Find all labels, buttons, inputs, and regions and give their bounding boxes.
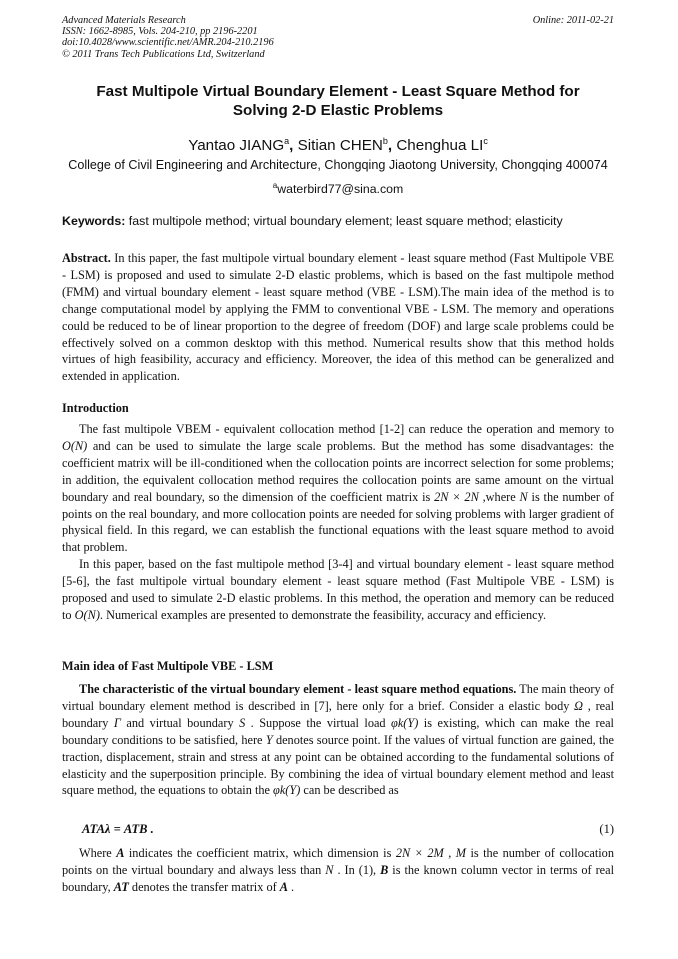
author-2: Sitian CHEN <box>297 137 383 155</box>
title-line-1: Fast Multipole Virtual Boundary Element - Least Square Method for <box>96 83 580 100</box>
author-3-sup: c <box>483 136 488 146</box>
main-idea-body <box>62 681 614 799</box>
affiliation: College of Civil Engineering and Architecture, Chongqing Jiaotong University, Chongqing 400074 <box>68 158 608 172</box>
main-idea-body-2 <box>62 845 614 896</box>
author-2-sup: b <box>382 136 388 146</box>
main-bold-lead: The characteristic of the virtual boundary element - least square method equations. <box>79 682 517 696</box>
abstract-text: In this paper, the fast multipole virtual boundary element - least square method (Fast Multipole VBE - LSM) is proposed and used to simulate 2-D elastic problems, which is based on the fast multipole method (FMM) and virtual boundary element - least square method (VBE - LSM).The main idea of the method is to change computational model by applying the FMM to conventional VBE - LSM. The memory and operations could be reduced to be of linear proportion to the degree of freedom (DOF) and large scale problems could be effectively solved on a common desktop with this method. Numerical results show that this method holds virtues of high feasibility, accuracy and efficiency. Moreover, the idea of this method can be generalized and extended in application. <box>62 251 614 384</box>
intro-paragraph-1: The fast multipole VBEM - equivalent collocation method [1-2] can reduce the operation and memory to O(N) and can be used to simulate the large scale problems. But the method has some disadvantages: the coefficient matrix will be ill-conditioned when the collocation points are incorrect selection for some problems; in addition, the equivalent collocation method requires the collocation points are same amount on the virtual boundary and real boundary, so the dimension of the coefficient matrix is 2N × 2N ,where N is the number of points on the real boundary, and more collocation points are needed for solving problems with larger gradient of physical field. In this regard, we can establish the functional equations with the least square method to avoid that problem. <box>62 422 614 555</box>
author-1: Yantao JIANG <box>188 137 285 155</box>
author-3: Chenghua LI <box>396 137 484 155</box>
abstract <box>62 250 614 385</box>
paper-title <box>62 82 614 120</box>
equation-number: (1) <box>599 822 614 836</box>
online-date: Online: 2011-02-21 <box>532 15 614 26</box>
equation-1: ATAλ = ATB . <box>82 822 154 836</box>
keywords <box>62 213 614 229</box>
main-paragraph-2: Where A indicates the coefficient matrix, which dimension is 2N × 2M , M is the number of collocation points on the virtual boundary and always less than N . In (1), B is the known column vector in terms of real boundary, AT denotes the transfer matrix of A . <box>62 846 615 894</box>
keywords-text: fast multipole method; virtual boundary element; least square method; elasticity <box>125 214 563 228</box>
author-list: Yantao JIANG$^a$, Sitian CHEN$^b$, Chenghua $LI^c$ <box>188 136 488 155</box>
journal-header <box>62 15 614 60</box>
keywords-label: Keywords: <box>62 214 126 228</box>
intro-body <box>62 421 614 624</box>
author-1-sup: a <box>284 136 290 146</box>
title-line-2: Solving 2-D Elastic Problems <box>232 102 444 119</box>
email-sup: a <box>272 181 278 190</box>
email-address[interactable]: waterbird77@sina.com <box>277 182 404 197</box>
copyright-line: © 2011 Trans Tech Publications Ltd, Switzerland <box>62 48 265 60</box>
doi-line[interactable]: doi:10.4028/www.scientific.net/AMR.204-210.2196 <box>62 37 274 49</box>
intro-heading: Introduction <box>62 401 129 415</box>
intro-paragraph-2: In this paper, based on the fast multipole method [3-4] and virtual boundary element - least square method [5-6], the fast multipole virtual boundary element - least square method (Fast Multipole VBE - LSM) is proposed and used to simulate 2-D elastic problems. In this method, the operation and memory can be reduced to O(N). Numerical examples are presented to demonstrate the feasibility, accuracy and efficiency. <box>62 557 614 622</box>
main-paragraph-1: The characteristic of the virtual boundary element - least square method equations. The main theory of virtual boundary element method is described in [7], here only for a brief. Consider a elastic body Ω , real boundary Γ and virtual boundary S . Suppose the virtual load φk(Y) is existing, which can make the real boundary conditions to be satisfied, here Y denotes source point. If the values of virtual function are gained, the traction, displacement, strain and stress at any point can be obtained according to the fundamental solutions of elasticity and the superposition principle. By combining the idea of virtual boundary element method and least square method, the equations to obtain the φk(Y) can be described as <box>62 682 615 798</box>
main-idea-heading: Main idea of Fast Multipole VBE - LSM <box>62 659 274 673</box>
abstract-label: Abstract. <box>62 251 111 265</box>
journal-name: Advanced Materials Research <box>62 15 186 26</box>
email-line <box>62 178 614 197</box>
issn-line: ISSN: 1662-8985, Vols. 204-210, pp 2196-2201 <box>62 26 258 38</box>
